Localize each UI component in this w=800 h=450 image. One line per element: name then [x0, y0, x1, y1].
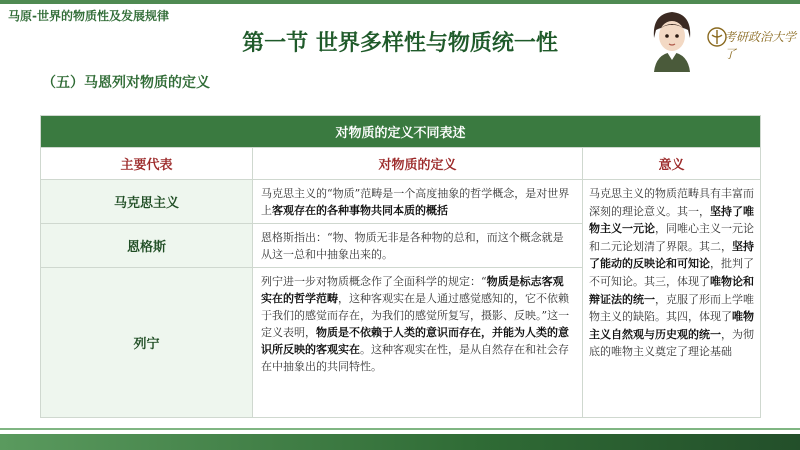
body-text: ，同唯心主义一元论和二元论划清了界限。其二，: [589, 222, 754, 253]
table-caption-row: [41, 116, 761, 148]
column-header-significance: 意义: [583, 148, 761, 180]
emphasis-text: 物质是不依赖于人类的意识而存在，并能为人类的意识所反映的客观实在: [261, 326, 569, 356]
section-heading: （五）马恩列对物质的定义: [42, 75, 210, 91]
brand-name: 考研政治大学了: [724, 30, 797, 61]
representative-lenin: 列宁: [41, 268, 253, 418]
body-text: 马克思主义的物质范畴具有丰富而深刻的理论意义。其一，: [589, 187, 754, 218]
definition-engels: [253, 224, 583, 268]
footer-divider: [0, 428, 800, 430]
course-title: 马原-世界的物质性及发展规律: [8, 9, 169, 23]
column-header-representative: 主要代表: [41, 148, 253, 180]
body-text: ，克服了形而上学唯物主义的缺陷。其四，体现了: [589, 292, 754, 324]
emphasis-text: 客观存在的各种事物共同本质的概括: [272, 204, 448, 217]
emphasis-text: 唯物论和辩证法的统一: [589, 274, 754, 306]
body-text: 。这种客观实在性，是从自然存在和社会存在中抽象出的共同特性。: [261, 343, 569, 373]
body-text: ，为彻底的唯物主义奠定了理论基础: [589, 327, 754, 359]
table-caption: 对物质的定义不同表述: [41, 116, 761, 148]
teacher-avatar: [648, 8, 696, 72]
body-text: 恩格斯指出：“物、物质无非是各种物的总和，而这个概念就是从这一总和中抽象出来的。: [261, 231, 564, 261]
emphasis-text: 坚持了能动的反映论和可知论: [589, 239, 754, 271]
emphasis-text: 唯物主义自然观与历史观的统一: [589, 310, 754, 341]
page-title: 第一节 世界多样性与物质统一性: [242, 30, 558, 56]
body-text: 马克思主义的“物质”范畴是一个高度抽象的哲学概念，是对世界上: [261, 187, 570, 217]
emphasis-text: 坚持了唯物主义一元论: [589, 204, 754, 236]
body-text: ，批判了不可知论。其三，体现了: [589, 257, 754, 288]
table-header-row: [41, 148, 761, 180]
column-header-definition: 对物质的定义: [253, 148, 583, 180]
definition-table: [40, 115, 761, 418]
significance-text: [583, 180, 761, 418]
definition-marxism: [253, 180, 583, 224]
table-row: [41, 180, 761, 224]
definition-lenin: [253, 268, 583, 418]
body-text: 列宁进一步对物质概念作了全面科学的规定：“: [261, 275, 487, 288]
footer-bar: [0, 434, 800, 450]
representative-engels: 恩格斯: [41, 224, 253, 268]
emphasis-text: 物质是标志客观实在的哲学范畴: [261, 275, 564, 305]
representative-marxism: 马克思主义: [41, 180, 253, 224]
body-text: ，这种客观实在是人通过感觉感知的，它不依赖于我们的感觉而存在，为我们的感觉所复写，摄影、反映。”这一定义表明，: [261, 292, 570, 339]
top-stripe: [0, 0, 800, 4]
